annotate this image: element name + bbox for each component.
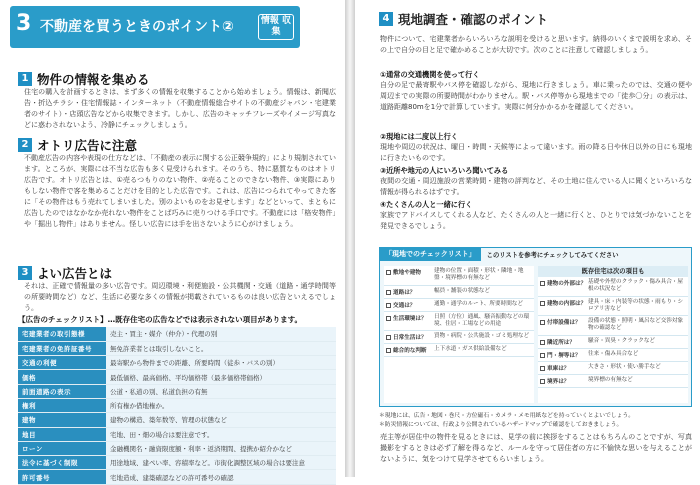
checklist-item-detail: 買物・病院・公共施設・ゴミ処理など: [434, 333, 530, 340]
ad-checklist-value: 用途地域、建ぺい率、容積率など。市街化調整区域の場合は要注意: [106, 456, 336, 470]
closing-paragraph: 売主等が居住中の物件を見るときには、見学の前に挨拶をすることはもちろんのことですが、写真撮影をするときは必ず了解を得るなど、ルールを守って居住者の方に不愉快な思いを与えることがないように、気をつけて見学させてもらいましょう。: [380, 433, 692, 463]
checklist-item-key: [384, 331, 432, 343]
checklist-item-label: 道路は？: [393, 289, 416, 296]
chapter-badge: 情報 収集: [258, 14, 294, 40]
checklist-item-detail: 境界標の有無など: [588, 376, 633, 383]
checklist-item-label: 建物の内部は？: [547, 300, 587, 307]
site-checklist-title: 「現地でのチェックリスト」: [380, 248, 481, 261]
ad-checklist-row: [18, 470, 336, 484]
ad-checklist-row: [18, 398, 336, 412]
checklist-item-key: [538, 362, 586, 374]
checklist-item-detail: 設備の状態・照明・風呂など交渉対象物の確認など: [588, 318, 684, 332]
checklist-item-key: [538, 375, 586, 387]
ad-checklist-row: [18, 384, 336, 398]
checklist-item: [538, 316, 688, 336]
ad-checklist-value: 売主・買主・媒介（仲介）・代理の別: [106, 327, 336, 341]
checklist-item-key: [384, 312, 432, 331]
point-4-body: 家族でアドバイスしてくれる人など、たくさんの人と一緒に行くと、ひとりでは気づかないことを発見できるでしょう。: [380, 211, 692, 230]
checklist-item: [384, 344, 534, 357]
section-3-body: それは、正確で情報量の多い広告です。周辺環境・利便施設・公共機関・交通（道路・通学時間等の所要時間など）など、生活に必要な多くの情報が掲載されているものは良い広告といえるでしょう。: [24, 282, 336, 312]
checklist-item-label: 日常生活は？: [393, 335, 427, 342]
checklist-item-label: 総合的な判断: [393, 348, 427, 355]
ad-checklist-row: [18, 441, 336, 455]
checklist-item: [538, 277, 688, 297]
section-number: 1: [18, 72, 32, 86]
checklist-item-label: 敷地や建物: [393, 270, 421, 276]
existing-house-rows: [538, 277, 688, 388]
chapter-number: 3: [16, 11, 32, 36]
checklist-left-column: [384, 266, 534, 403]
ad-checklist-value: 無免許業者とは取引しないこと。: [106, 341, 336, 355]
checklist-item-detail: 通勤・通学のルート、所要時間など: [434, 300, 523, 307]
checklist-item-detail: 建物の位置・面積・形状・隣地・地盤・境界標の有無など: [434, 268, 524, 282]
checkbox-icon[interactable]: [540, 379, 545, 384]
existing-house-heading: 既存住宅は次の項目も: [538, 266, 688, 277]
ad-checklist-key: 法令に基づく制限: [18, 456, 106, 470]
left-page: [0, 0, 345, 482]
site-checklist-header: [380, 248, 691, 261]
checklist-item: [384, 286, 534, 299]
checkbox-icon[interactable]: [386, 303, 391, 308]
ad-checklist-table: [18, 327, 336, 485]
section-title: オトリ広告に注意: [37, 138, 138, 153]
section-1-body: 住宅の購入を計画するときは、まず多くの情報を収集することから始めましょう。情報は、新聞広告・折込チラシ・住宅情報誌・インターネット（不動産情報総合サイトの不動産ジャパン・宅建業者のサイト）・店頭広告などから収集できます。しかし、広告のキャッチフレーズやイメージ写真などに惑わされないよう、冷静にチェックしましょう。: [24, 88, 336, 129]
site-checklist: [379, 247, 692, 407]
ad-checklist-value: 最低価格、最高価格、平均価格帯（最多価格帯価格）: [106, 370, 336, 384]
ad-checklist-value: 所有権か借地権か。: [106, 398, 336, 412]
ad-checklist-key: 権利: [18, 398, 106, 412]
checklist-item: [538, 336, 688, 349]
section-title: 物件の情報を集める: [37, 72, 150, 87]
section-number: 2: [18, 138, 32, 152]
checklist-item: [538, 297, 688, 317]
checkbox-icon[interactable]: [540, 301, 545, 306]
checklist-item-key: [384, 344, 432, 356]
checklist-item-label: 交通は？: [393, 302, 416, 309]
ad-checklist-row: [18, 356, 336, 370]
section-4-intro: 物件について、宅建業者からいろいろな説明を受けると思います。納得のいくまで説明を求め、その上で自分の目と足で確かめることが大切です。次のことに注意して確認しましょう。: [380, 35, 692, 54]
checkbox-icon[interactable]: [386, 316, 391, 321]
ad-checklist-value: 宅地、田・畑の場合は要注意です。: [106, 427, 336, 441]
checklist-item-key: [384, 286, 432, 298]
checklist-item-detail: 大きさ・形状・使い勝手など: [588, 363, 661, 370]
ad-checklist-key: 前面道路の表示: [18, 384, 106, 398]
checklist-item-key: [384, 266, 432, 285]
checkbox-icon[interactable]: [386, 348, 391, 353]
checklist-item: [538, 362, 688, 375]
checklist-item-label: 隣近所は？: [547, 339, 575, 346]
section-2-heading: [18, 136, 137, 154]
checkbox-icon[interactable]: [386, 270, 391, 275]
checklist-item-detail: 幅員・舗装の状態など: [434, 287, 490, 294]
checklist-item-label: 境界は？: [547, 378, 570, 385]
ad-checklist-key: 宅建業者の取引態様: [18, 327, 106, 341]
checkbox-icon[interactable]: [386, 290, 391, 295]
checklist-item-detail: 建具・床・内装等の状態・雨もり・シロアリ害など: [588, 298, 684, 312]
ad-checklist-row: [18, 341, 336, 355]
section-title: 現地調査・確認のポイント: [398, 12, 549, 27]
checklist-item-key: [538, 336, 586, 348]
section-2-body: 不動産広告の内容や表現の仕方などは、「不動産の表示に関する公正競争規約」により規制されています。ところが、実際には不当な広告も多く見受けられます。そのうち、特に悪質なものはオトリ広告です。オトリ広告とは、①売るつもりのない物件、②売ることのできない物件、③実際にありもしない物件で客を集めることだけを目的とした広告です。これは、広告につられてやってきた客に「その物件はもう売れてしまいました。別のよいものをお見せします」などといって、まともに広告したのではなかなか売れない物件をことば巧みに売りつける手口です。不動産には「格安物件」や「掘出し物件」はありません。怪しい広告には手を出さないように心がけましょう。: [24, 154, 336, 228]
checklist-item-label: 生活環境は？: [393, 315, 427, 322]
point-2-title: ②現地には二度以上行く: [380, 132, 458, 141]
ad-checklist-value: 公道・私道の別、私道負担の有無: [106, 384, 336, 398]
checkbox-icon[interactable]: [386, 335, 391, 340]
ad-checklist-value: 宅地造成、建築確認などの許可番号の確認: [106, 470, 336, 484]
checklist-item: [384, 299, 534, 312]
checklist-item: [384, 312, 534, 332]
section-3-heading: [18, 264, 112, 282]
ad-checklist-key: 建物: [18, 413, 106, 427]
section-1-heading: [18, 70, 150, 88]
ad-checklist-key: 許可番号: [18, 470, 106, 484]
point-2-body: 現地や周辺の状況は、曜日・時間・天候等によって違います。雨の降る日や休日以外の日にも現地に行きたいものです。: [380, 143, 692, 162]
checklist-item-label: 車庫は？: [547, 365, 570, 372]
ad-checklist-value: 金融機関名・融資限度額・利率・返済期間、提携か紹介かなど: [106, 441, 336, 455]
section-4-heading: [379, 10, 548, 28]
checklist-item-key: [538, 277, 586, 296]
checkbox-icon[interactable]: [540, 281, 545, 286]
point-1-title: ①通常の交通機関を使って行く: [380, 70, 480, 79]
point-3-title: ③近所や地元の人にいろいろ聞いてみる: [380, 166, 509, 175]
ad-checklist-key: ローン: [18, 441, 106, 455]
checkbox-icon[interactable]: [540, 340, 545, 345]
checklist-right-column: [538, 266, 688, 403]
point-4-title: ④たくさんの人と一緒に行く: [380, 200, 473, 209]
checklist-item-detail: 上下水道・ガス供給設備など: [434, 346, 507, 353]
checklist-item-key: [538, 316, 586, 335]
checklist-item-detail: 日照（方位）通風、騒音振動などの環境、住居・工場などの用途: [434, 313, 530, 327]
ad-checklist-key: 宅建業者の免許証番号: [18, 341, 106, 355]
ad-checklist-key: 価格: [18, 370, 106, 384]
checklist-item-key: [538, 349, 586, 361]
checklist-item-detail: 基礎や外壁のクラック・傷み具合・屋根の状況など: [588, 279, 683, 293]
footnote-2: ＊防災情報については、行政より公開されているハザードマップで確認をしておきましょう。: [379, 422, 623, 428]
checklist-item-label: 付帯設備は？: [547, 320, 581, 327]
footnote-1: ＊現地には、広告・地図・巻尺・方位磁石・カメラ・メモ用紙などを持っていくとよいでしょう。: [379, 413, 635, 419]
ad-checklist-row: [18, 413, 336, 427]
site-checklist-note: このリストを参考にチェックしてみてください: [486, 252, 619, 259]
checklist-item-key: [384, 299, 432, 311]
checkbox-icon[interactable]: [540, 366, 545, 371]
ad-checklist-title: 【広告のチェックリスト】…既存住宅の広告などでは表示されない項目があります。: [18, 315, 303, 324]
checklist-item: [538, 375, 688, 388]
checkbox-icon[interactable]: [540, 320, 545, 325]
ad-checklist-value: 最寄駅から物件までの距離、所要時間（徒歩・バスの別）: [106, 356, 336, 370]
checklist-item: [384, 331, 534, 344]
checklist-item: [538, 349, 688, 362]
ad-checklist-row: [18, 370, 336, 384]
checkbox-icon[interactable]: [540, 353, 545, 358]
chapter-title: 不動産を買うときのポイント②: [40, 19, 234, 35]
chapter-banner: [10, 6, 300, 48]
section-number: 4: [379, 12, 393, 26]
checklist-item-label: 門・塀等は？: [547, 352, 581, 359]
ad-checklist-row: [18, 456, 336, 470]
point-1-body: 自分の足で最寄駅やバス停を確認しながら、現地に行きましょう。車に乗ったのでは、交通の便や周辺までの実際の所要時間がわかりません。駅・バス停等から現地までの「徒歩〇分」の表示は、道路距離80mを1分で計算しています。実際に何分かかるかを確認してください。: [380, 81, 692, 111]
ad-checklist-value: 建物の構造、築年数等、管理の状態など: [106, 413, 336, 427]
checklist-item-detail: 騒音・異臭・クラックなど: [588, 337, 656, 344]
book-gutter: [345, 0, 355, 477]
point-3-body: 夜間の交通・周辺施設の営業時間・建物の評判など、その土地に住んでいる人に聞くといろいろな情報が得られるはずです。: [380, 177, 692, 196]
ad-checklist-key: 地目: [18, 427, 106, 441]
checklist-item: [384, 266, 534, 286]
checklist-item-key: [538, 297, 586, 316]
checklist-item-label: 建物の外部は？: [547, 281, 587, 287]
checklist-item-detail: 往来・傷み具合など: [588, 350, 639, 357]
ad-checklist-row: [18, 327, 336, 341]
section-title: よい広告とは: [37, 266, 113, 281]
ad-checklist-row: [18, 427, 336, 441]
right-page: [355, 0, 700, 477]
section-number: 3: [18, 266, 32, 280]
ad-checklist-key: 交通の利便: [18, 356, 106, 370]
